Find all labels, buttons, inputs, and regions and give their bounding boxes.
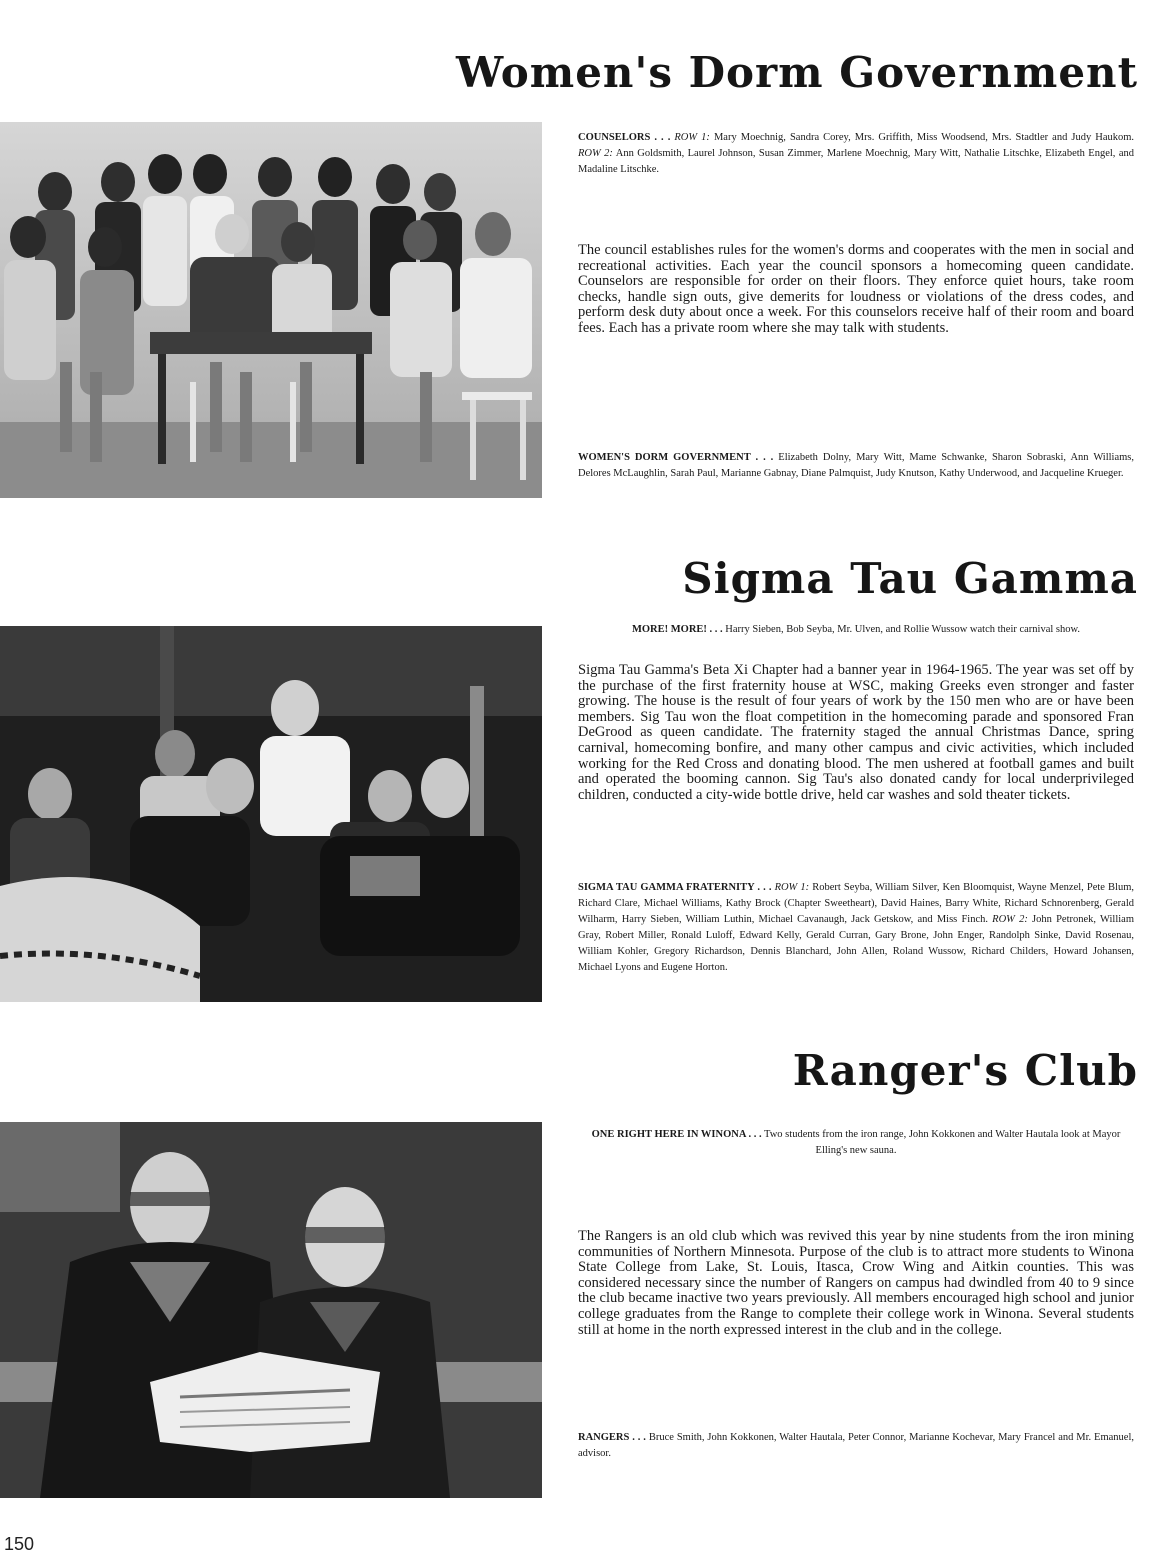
row-label: ROW 1:	[674, 132, 710, 143]
body-rangers-club: The Rangers is an old club which was revived this year by nine students from the iron mining communities of Northern Minnesota. Purpose of the club is to attract more students to Winona State College from Lake, St. Louis, Itasca, Crow Wing and Aitkin counties. This was considered necessary since the number of Rangers on campus had dwindled from 40 to 9 since the club became inactive two years previously. All members encouraged high school and junior college graduates from the Range to complete their college work in Winona. Several students still at home in the north expressed interest in the club and in the college.	[578, 1228, 1134, 1338]
caption-lead: SIGMA TAU GAMMA FRATERNITY . . .	[578, 882, 772, 893]
page-number: 150	[4, 1534, 35, 1554]
row-names: Robert Seyba, William Silver, Ken Bloomquist, Wayne Menzel, Pete Blum, Richard Clare, Michael Williams, Kathy Brock (Chapter Sweetheart), David Haines, Barry White, Richard Schnorenberg, Gerald Wilharm, Harry Sieben, William Luthin, Michael Cavanaugh, Jack Getskow, and Miss Finch.	[578, 882, 1134, 925]
section-title-womens-dorm: Women's Dorm Government	[456, 48, 1138, 97]
caption-names: Bruce Smith, John Kokkonen, Walter Hautala, Peter Connor, Marianne Kochevar, Mary Francel and Mr. Emanuel, advisor.	[578, 1432, 1135, 1459]
body-sigma-tau-gamma: Sigma Tau Gamma's Beta Xi Chapter had a banner year in 1964-1965. The year was set off by the purchase of the first fraternity house at WSC, making Greeks even stronger and faster growing. The house is the result of four years of work by the 150 men who are or have been members. Sig Tau won the float competition in the homecoming parade and sponsored Fran DeGrood as queen candidate. The fraternity staged the annual Christmas Dance, spring carnival, homecoming bonfire, and many other campus and civic activities, which included working for the Red Cross and donating blood. The men ushered at football games and built and operated the booming cannon. Sig Tau's also donated candy for local underprivileged children, conducted a city-wide bottle drive, held car washes and sold theater tickets.	[578, 662, 1134, 803]
photo-rangers-newspaper-image	[0, 1122, 542, 1498]
caption-lead: MORE! MORE! . . .	[631, 624, 723, 635]
caption-rangers	[578, 1430, 1134, 1462]
body-womens-dorm: The council establishes rules for the women's dorms and cooperates with the men in social and recreational activities. Each year the council sponsors a homecoming queen candidate. Counselors are responsible for order on their floors. They enforce quiet hours, take room checks, handle sign outs, give demerits for loudness or violations of the dress codes, and perform desk duty about once a week. For this counselors receive half of their room and board fees. Each has a private room where she may talk with students.	[578, 242, 1134, 336]
photo-carnival-show-image	[0, 626, 542, 1002]
caption-womens-dorm-government	[578, 450, 1134, 482]
photo-counselors	[0, 122, 542, 498]
row-label: ROW 2:	[992, 914, 1028, 925]
caption-lead: WOMEN'S DORM GOVERNMENT . . .	[578, 452, 774, 463]
photo-rangers-newspaper	[0, 1122, 542, 1498]
caption-lead: COUNSELORS . . .	[578, 132, 671, 143]
section-title-sigma-tau-gamma: Sigma Tau Gamma	[682, 554, 1138, 603]
caption-names: Harry Sieben, Bob Seyba, Mr. Ulven, and Rollie Wussow watch their carnival show.	[725, 624, 1081, 635]
caption-one-right-here	[578, 1127, 1134, 1159]
caption-more-more	[578, 622, 1134, 638]
row-names: Mary Moechnig, Sandra Corey, Mrs. Griffith, Miss Woodsend, Mrs. Stadtler and Judy Haukom.	[713, 132, 1135, 143]
row-names: John Petronek, William Gray, Robert Miller, Ronald Luloff, Edward Kelly, Gerald Curran, Gary Brone, John Enger, Randolph Sinke, David Rosenau, William Kohler, Gregory Richardson, Dennis Blanchard, John Allen, Roland Wussow, Richard Childers, Howard Johansen, Michael Lyons and Eugene Horton.	[578, 914, 1134, 973]
section-title-rangers-club: Ranger's Club	[792, 1046, 1138, 1095]
caption-names: Two students from the iron range, John Kokkonen and Walter Hautala look at Mayor Elling's new sauna.	[764, 1129, 1121, 1156]
caption-sigma-tau-gamma-fraternity	[578, 880, 1134, 976]
row-names: Ann Goldsmith, Laurel Johnson, Susan Zimmer, Marlene Moechnig, Mary Witt, Nathalie Litschke, Elizabeth Engel, and Madaline Litschke.	[578, 148, 1134, 175]
row-label: ROW 1:	[774, 882, 810, 893]
row-label: ROW 2:	[578, 148, 613, 159]
caption-counselors	[578, 130, 1134, 178]
caption-lead: RANGERS . . .	[578, 1432, 646, 1443]
photo-carnival-show	[0, 626, 542, 1002]
caption-lead: ONE RIGHT HERE IN WINONA . . .	[591, 1129, 762, 1140]
photo-counselors-image	[0, 122, 542, 498]
caption-names: Elizabeth Dolny, Mary Witt, Mame Schwanke, Sharon Sobraski, Ann Williams, Delores McLaughlin, Sarah Paul, Marianne Gabnay, Diane Palmquist, Judy Knutson, Kathy Underwood, and Jacqueline Krueger.	[578, 452, 1135, 479]
